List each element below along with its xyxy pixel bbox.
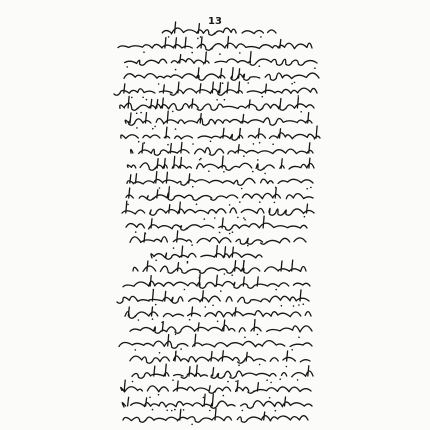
handwritten-line — [123, 274, 310, 288]
diacritic-dot — [197, 38, 199, 40]
diacritic-dot — [152, 318, 154, 320]
diacritic-dot — [252, 171, 254, 173]
diacritic-dot — [191, 244, 193, 246]
handwritten-line — [126, 216, 307, 230]
handwritten-line — [124, 68, 319, 81]
handwritten-line — [125, 111, 312, 125]
diacritic-dot — [275, 410, 277, 412]
handwritten-line — [118, 201, 315, 215]
diacritic-dot — [294, 82, 296, 84]
diacritic-dot — [220, 290, 222, 292]
diacritic-dot — [270, 382, 272, 384]
diacritic-dot — [224, 273, 226, 275]
diacritic-dot — [175, 69, 177, 71]
diacritic-dot — [187, 262, 189, 264]
diacritic-dot — [306, 188, 308, 190]
diacritic-dot — [314, 67, 316, 69]
handwritten-line — [122, 394, 312, 408]
diacritic-dot — [219, 232, 221, 234]
handwritten-line — [117, 290, 309, 303]
diacritic-dot — [192, 143, 194, 145]
diacritic-dot — [144, 142, 146, 144]
diacritic-dot — [192, 186, 194, 188]
diacritic-dot — [159, 352, 161, 354]
diacritic-dot — [196, 204, 198, 206]
diacritic-dot — [199, 159, 201, 161]
diacritic-dot — [214, 217, 216, 219]
handwritten-line — [121, 126, 320, 140]
diacritic-dot — [222, 82, 224, 84]
diacritic-dot — [138, 319, 140, 321]
diacritic-dot — [224, 99, 226, 101]
diacritic-dot — [200, 36, 202, 38]
diacritic-dot — [259, 201, 261, 203]
diacritic-dot — [243, 155, 245, 157]
diacritic-dot — [152, 409, 154, 411]
diacritic-dot — [154, 126, 156, 128]
diacritic-dot — [166, 410, 168, 412]
diacritic-dot — [135, 349, 137, 351]
handwritten-line — [131, 142, 313, 155]
diacritic-dot — [303, 303, 305, 305]
diacritic-dot — [235, 381, 237, 383]
diacritic-dot — [297, 379, 299, 381]
diacritic-dot — [158, 83, 160, 85]
diacritic-dot — [127, 204, 129, 206]
diacritic-dot — [241, 188, 243, 190]
diacritic-dot — [126, 66, 128, 68]
handwritten-line — [118, 37, 312, 51]
diacritic-dot — [229, 204, 231, 206]
handwritten-line — [119, 334, 312, 348]
diacritic-dot — [259, 142, 261, 144]
diacritic-dot — [136, 127, 138, 129]
diacritic-dot — [155, 304, 157, 306]
diacritic-dot — [275, 289, 277, 291]
diacritic-dot — [298, 95, 300, 97]
page-number: 13 — [208, 16, 222, 27]
diacritic-dot — [244, 219, 246, 221]
handwritten-line — [127, 156, 314, 170]
diacritic-dot — [183, 409, 185, 411]
diacritic-dot — [173, 247, 175, 249]
diacritic-dot — [167, 144, 169, 146]
diacritic-dot — [189, 319, 191, 321]
diacritic-dot — [142, 97, 144, 99]
diacritic-dot — [279, 378, 281, 380]
diacritic-dot — [298, 337, 300, 339]
handwritten-line — [133, 260, 306, 273]
diacritic-dot — [262, 96, 264, 98]
diacritic-dot — [291, 349, 293, 351]
diacritic-dot — [131, 97, 133, 99]
diacritic-dot — [140, 112, 142, 114]
diacritic-dot — [158, 394, 160, 396]
diacritic-dot — [199, 277, 201, 279]
diacritic-dot — [204, 218, 206, 220]
handwritten-line — [125, 351, 310, 363]
diacritic-dot — [175, 351, 177, 353]
diacritic-dot — [244, 337, 246, 339]
diacritic-dot — [161, 322, 163, 324]
diacritic-dot — [274, 202, 276, 204]
diacritic-dot — [264, 173, 266, 175]
diacritic-dot — [257, 159, 259, 161]
diacritic-dot — [260, 36, 262, 38]
diacritic-dot — [269, 397, 271, 399]
diacritic-dot — [152, 128, 154, 130]
diacritic-dot — [239, 201, 241, 203]
handwritten-line — [151, 246, 262, 260]
diacritic-dot — [243, 217, 245, 219]
diacritic-dot — [149, 397, 151, 399]
diacritic-dot — [257, 334, 259, 336]
diacritic-dot — [247, 245, 249, 247]
diacritic-dot — [240, 128, 242, 130]
diacritic-dot — [272, 143, 274, 145]
diacritic-dot — [227, 381, 229, 383]
diacritic-dot — [223, 395, 225, 397]
diacritic-dot — [223, 171, 225, 173]
diacritic-dot — [212, 305, 214, 307]
diacritic-dot — [172, 379, 174, 381]
diacritic-dot — [143, 51, 145, 53]
diacritic-dot — [310, 187, 312, 189]
diacritic-dot — [291, 83, 293, 85]
handwritten-line — [125, 52, 317, 66]
diacritic-dot — [300, 111, 302, 113]
diacritic-dot — [237, 217, 239, 219]
diacritic-dot — [219, 53, 221, 55]
diacritic-dot — [138, 141, 140, 143]
diacritic-dot — [208, 170, 210, 172]
diacritic-dot — [171, 410, 173, 412]
diacritic-dot — [293, 305, 295, 307]
handwritten-line — [130, 231, 306, 244]
diacritic-dot — [174, 409, 176, 411]
diacritic-dot — [281, 305, 283, 307]
diacritic-dot — [135, 231, 137, 233]
diacritic-dot — [239, 52, 241, 54]
diacritic-dot — [210, 141, 212, 143]
handwritten-line — [158, 22, 276, 35]
handwritten-line — [125, 307, 311, 318]
diacritic-dot — [159, 187, 161, 189]
diacritic-dot — [238, 365, 240, 367]
diacritic-dot — [259, 364, 261, 366]
diacritic-dot — [298, 304, 300, 306]
diacritic-dot — [191, 52, 193, 54]
diacritic-dot — [203, 397, 205, 399]
diacritic-dot — [172, 111, 174, 113]
diacritic-dot — [132, 381, 134, 383]
diacritic-dot — [266, 379, 268, 381]
diacritic-dot — [231, 274, 233, 276]
handwritten-line — [126, 187, 313, 200]
diacritic-dot — [145, 233, 147, 235]
diacritic-dot — [184, 289, 186, 291]
diacritic-dot — [146, 99, 148, 101]
handwritten-line — [123, 409, 308, 423]
diacritic-dot — [253, 143, 255, 145]
diacritic-dot — [175, 334, 177, 336]
handwritten-line — [114, 82, 317, 95]
diacritic-dot — [136, 113, 138, 115]
diacritic-dot — [168, 36, 170, 38]
diacritic-dot — [175, 128, 177, 130]
diacritic-dot — [209, 410, 211, 412]
diacritic-dot — [180, 348, 182, 350]
handwritten-line — [120, 96, 314, 110]
diacritic-dot — [216, 99, 218, 101]
handwritten-line — [117, 380, 311, 393]
diacritic-dot — [155, 260, 157, 262]
diacritic-dot — [242, 410, 244, 412]
diacritic-dot — [229, 233, 231, 235]
diacritic-dot — [205, 306, 207, 308]
diacritic-dot — [191, 424, 193, 426]
diacritic-dot — [304, 216, 306, 218]
diacritic-dot — [286, 366, 288, 368]
handwritten-line — [130, 320, 312, 334]
diacritic-dot — [259, 65, 261, 67]
diacritic-dot — [232, 231, 234, 233]
diacritic-dot — [247, 82, 249, 84]
diacritic-dot — [217, 321, 219, 323]
handwritten-line — [127, 172, 313, 186]
